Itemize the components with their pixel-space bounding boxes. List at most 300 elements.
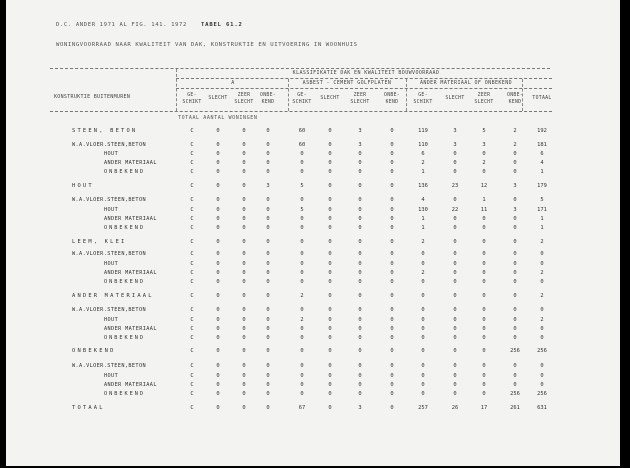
table-cell: 0	[300, 225, 304, 231]
table-cell: 1	[540, 216, 544, 222]
table-cell: 0	[242, 405, 246, 411]
table-cell: 0	[216, 382, 220, 388]
table-cell: 0	[216, 169, 220, 175]
table-cell: 0	[328, 307, 332, 313]
row-label: ONBEKEND	[104, 225, 145, 231]
row-label: HOUT	[104, 317, 119, 323]
table-cell: 0	[300, 160, 304, 166]
table-cell: 0	[358, 270, 362, 276]
column-header: GE- SCHIKT	[182, 93, 202, 105]
table-row	[6, 335, 620, 343]
table-cell: 0	[453, 382, 457, 388]
row-label: HOUT	[104, 207, 119, 213]
table-cell: 0	[482, 169, 486, 175]
table-cell: 0	[328, 326, 332, 332]
table-cell: C	[190, 293, 194, 299]
table-cell: 0	[358, 207, 362, 213]
table-cell: 0	[216, 373, 220, 379]
table-cell: 0	[242, 261, 246, 267]
table-cell: 0	[300, 151, 304, 157]
stub-header: KONSTRUKTIE BUITENMUREN	[54, 94, 131, 100]
table-cell: 0	[540, 373, 544, 379]
table-cell: 0	[540, 363, 544, 369]
table-cell: C	[190, 382, 194, 388]
table-cell: 181	[537, 142, 547, 148]
row-label: HOUT	[104, 151, 119, 157]
table-cell: 0	[390, 307, 394, 313]
table-cell: 3	[266, 183, 270, 189]
table-cell: 0	[216, 207, 220, 213]
table-cell: 0	[300, 391, 304, 397]
table-cell: 0	[266, 363, 270, 369]
table-subtitle: TOTAAL AANTAL WONINGEN	[178, 115, 258, 121]
table-cell: 0	[421, 307, 425, 313]
table-cell: 0	[390, 169, 394, 175]
table-cell: 2	[421, 239, 425, 245]
table-cell: 0	[390, 197, 394, 203]
table-cell: 130	[418, 207, 428, 213]
table-cell: C	[190, 183, 194, 189]
table-cell: 256	[537, 348, 547, 354]
column-header: SLECHT	[445, 96, 465, 101]
table-cell: 0	[540, 335, 544, 341]
row-label: ONBEKEND	[104, 335, 145, 341]
table-cell: 3	[482, 142, 486, 148]
table-cell: 0	[300, 348, 304, 354]
table-cell: 0	[216, 363, 220, 369]
table-cell: 0	[328, 373, 332, 379]
table-cell: C	[190, 348, 194, 354]
table-cell: C	[190, 207, 194, 213]
table-row	[6, 373, 620, 381]
table-cell: 0	[328, 270, 332, 276]
table-cell: 0	[540, 251, 544, 257]
table-cell: 0	[358, 197, 362, 203]
table-row	[6, 405, 620, 413]
row-label: ONBEKEND	[104, 391, 145, 397]
table-cell: 0	[482, 307, 486, 313]
group-caption-2: ASBEST - CEMENT GOLFPLATEN	[302, 80, 392, 86]
table-cell: 0	[358, 391, 362, 397]
table-cell: 0	[540, 279, 544, 285]
table-cell: C	[190, 169, 194, 175]
table-row	[6, 326, 620, 334]
table-cell: 0	[266, 293, 270, 299]
table-cell: 0	[216, 183, 220, 189]
table-cell: 0	[242, 183, 246, 189]
table-cell: 0	[421, 348, 425, 354]
table-cell: 0	[266, 169, 270, 175]
table-cell: 1	[540, 169, 544, 175]
table-cell: 0	[242, 128, 246, 134]
table-cell: 60	[298, 142, 306, 148]
table-cell: 0	[358, 307, 362, 313]
table-row	[6, 225, 620, 233]
table-row	[6, 363, 620, 371]
row-label: ANDER MATERIAAL	[72, 293, 154, 299]
table-cell: 0	[390, 391, 394, 397]
table-cell: 0	[390, 151, 394, 157]
table-cell: 0	[300, 326, 304, 332]
table-cell: 0	[242, 216, 246, 222]
table-cell: 2	[540, 293, 544, 299]
table-cell: 2	[540, 270, 544, 276]
table-cell: 2	[513, 142, 517, 148]
table-cell: 110	[418, 142, 428, 148]
table-cell: 0	[453, 169, 457, 175]
table-cell: 0	[390, 142, 394, 148]
table-cell: 0	[453, 348, 457, 354]
table-cell: 0	[453, 197, 457, 203]
table-cell: 0	[328, 183, 332, 189]
table-cell: 60	[298, 128, 306, 134]
table-cell: 3	[453, 128, 457, 134]
table-cell: 0	[390, 382, 394, 388]
table-cell: C	[190, 326, 194, 332]
table-cell: 3	[358, 405, 362, 411]
table-cell: 6	[540, 151, 544, 157]
table-cell: 0	[390, 335, 394, 341]
column-header: GE- SCHIKT	[292, 93, 312, 105]
column-header: ONBE- KEND	[384, 93, 400, 105]
table-cell: 0	[266, 348, 270, 354]
table-cell: 0	[216, 405, 220, 411]
table-cell: 0	[328, 216, 332, 222]
table-cell: 0	[216, 142, 220, 148]
table-cell: 256	[510, 348, 520, 354]
table-cell: 2	[513, 128, 517, 134]
table-cell: 0	[266, 151, 270, 157]
row-label: HOUT	[104, 373, 119, 379]
table-cell: 1	[540, 225, 544, 231]
table-cell: 0	[328, 142, 332, 148]
row-label: ANDER MATERIAAL	[104, 216, 157, 222]
table-cell: 0	[513, 169, 517, 175]
table-cell: 0	[216, 197, 220, 203]
table-cell: 0	[421, 293, 425, 299]
table-cell: 0	[482, 270, 486, 276]
table-cell: 0	[300, 197, 304, 203]
table-cell: 0	[216, 239, 220, 245]
table-cell: 0	[328, 279, 332, 285]
table-cell: 0	[300, 261, 304, 267]
table-cell: 1	[421, 225, 425, 231]
table-cell: 0	[358, 160, 362, 166]
table-cell: 0	[300, 307, 304, 313]
table-cell: 0	[540, 307, 544, 313]
column-header: ZEER SLECHT	[234, 93, 254, 105]
table-cell: 0	[390, 279, 394, 285]
table-cell: 17	[480, 405, 488, 411]
table-cell: 0	[453, 151, 457, 157]
table-cell: C	[190, 335, 194, 341]
table-row	[6, 183, 620, 191]
table-cell: C	[190, 216, 194, 222]
row-label: W.A.VLOER.STEEN,BETON	[72, 251, 146, 257]
table-row	[6, 216, 620, 224]
table-cell: 0	[453, 270, 457, 276]
table-cell: 0	[216, 391, 220, 397]
row-label: W.A.VLOER.STEEN,BETON	[72, 142, 146, 148]
table-cell: 0	[242, 326, 246, 332]
table-cell: 192	[537, 128, 547, 134]
table-cell: 5	[300, 207, 304, 213]
table-cell: 0	[358, 317, 362, 323]
table-cell: 0	[328, 382, 332, 388]
table-row	[6, 279, 620, 287]
column-header: ZEER SLECHT	[474, 93, 494, 105]
table-cell: 257	[418, 405, 428, 411]
row-label: ANDER MATERIAAL	[104, 382, 157, 388]
table-cell: 0	[242, 363, 246, 369]
table-cell: 0	[216, 293, 220, 299]
table-cell: C	[190, 197, 194, 203]
table-cell: 0	[216, 279, 220, 285]
table-cell: 1	[482, 197, 486, 203]
table-cell: 0	[453, 391, 457, 397]
table-cell: 0	[242, 239, 246, 245]
table-cell: 0	[300, 335, 304, 341]
table-cell: 0	[390, 225, 394, 231]
table-cell: 0	[482, 239, 486, 245]
table-cell: 0	[390, 128, 394, 134]
row-label: HOUT	[72, 183, 94, 189]
table-cell: 0	[390, 293, 394, 299]
table-cell: 0	[513, 160, 517, 166]
table-cell: 0	[453, 307, 457, 313]
table-cell: 261	[510, 405, 520, 411]
table-row	[6, 128, 620, 136]
table-cell: 0	[328, 197, 332, 203]
table-cell: 0	[421, 279, 425, 285]
table-cell: 0	[266, 216, 270, 222]
table-cell: 0	[300, 279, 304, 285]
table-row	[6, 293, 620, 301]
table-cell: 0	[482, 335, 486, 341]
table-cell: 0	[266, 326, 270, 332]
table-cell: 0	[266, 335, 270, 341]
table-cell: 2	[540, 239, 544, 245]
stub-divider	[176, 69, 177, 111]
table-cell: 0	[328, 348, 332, 354]
table-cell: 0	[513, 225, 517, 231]
table-cell: 67	[298, 405, 306, 411]
table-cell: C	[190, 270, 194, 276]
table-cell: 0	[513, 363, 517, 369]
table-cell: 0	[216, 251, 220, 257]
table-cell: 0	[266, 142, 270, 148]
table-cell: 0	[328, 335, 332, 341]
table-cell: 631	[537, 405, 547, 411]
table-cell: 23	[451, 183, 459, 189]
table-cell: C	[190, 239, 194, 245]
table-cell: 0	[482, 348, 486, 354]
table-cell: 0	[482, 317, 486, 323]
table-cell: 0	[242, 279, 246, 285]
table-cell: 0	[328, 225, 332, 231]
table-cell: 0	[390, 251, 394, 257]
table-cell: 0	[358, 373, 362, 379]
table-cell: 0	[513, 307, 517, 313]
row-label: LEEM, KLEI	[72, 239, 127, 245]
row-label: ANDER MATERIAAL	[104, 326, 157, 332]
row-label: W.A.VLOER.STEEN,BETON	[72, 197, 146, 203]
table-cell: 0	[390, 183, 394, 189]
table-row	[6, 317, 620, 325]
table-top-rule	[50, 68, 550, 69]
table-cell: 0	[453, 160, 457, 166]
table-cell: 0	[358, 183, 362, 189]
table-cell: 0	[242, 373, 246, 379]
table-cell: 0	[242, 160, 246, 166]
table-cell: 0	[390, 270, 394, 276]
table-cell: 0	[453, 225, 457, 231]
table-row	[6, 261, 620, 269]
table-cell: 0	[216, 151, 220, 157]
table-cell: 0	[300, 363, 304, 369]
table-cell: 0	[540, 261, 544, 267]
table-cell: 0	[421, 363, 425, 369]
table-cell: 0	[328, 151, 332, 157]
table-cell: C	[190, 151, 194, 157]
column-header: GE- SCHIKT	[413, 93, 433, 105]
table-cell: 0	[421, 373, 425, 379]
table-cell: 0	[266, 160, 270, 166]
table-row	[6, 391, 620, 399]
table-cell: 0	[328, 391, 332, 397]
table-row	[6, 169, 620, 177]
table-cell: 2	[540, 317, 544, 323]
table-cell: 0	[358, 261, 362, 267]
table-cell: 0	[513, 326, 517, 332]
table-cell: 0	[300, 382, 304, 388]
table-cell: 0	[216, 348, 220, 354]
table-cell: 0	[390, 239, 394, 245]
table-cell: 0	[453, 335, 457, 341]
table-cell: 0	[513, 239, 517, 245]
table-cell: 0	[266, 225, 270, 231]
table-cell: 0	[300, 216, 304, 222]
table-cell: 0	[421, 326, 425, 332]
table-cell: 0	[242, 225, 246, 231]
table-cell: 2	[482, 160, 486, 166]
table-cell: 0	[358, 239, 362, 245]
table-row	[6, 197, 620, 205]
table-cell: 0	[513, 293, 517, 299]
table-cell: 0	[453, 293, 457, 299]
table-cell: 0	[328, 293, 332, 299]
table-cell: 0	[421, 261, 425, 267]
table-cell: C	[190, 279, 194, 285]
column-header: ONBE- KEND	[260, 93, 276, 105]
table-cell: 0	[358, 348, 362, 354]
table-row	[6, 307, 620, 315]
table-cell: 0	[242, 293, 246, 299]
group-divider-2	[406, 79, 407, 111]
table-cell: 1	[421, 216, 425, 222]
table-cell: 0	[453, 326, 457, 332]
table-cell: 3	[513, 207, 517, 213]
table-cell: 0	[242, 317, 246, 323]
table-cell: 0	[482, 326, 486, 332]
table-cell: 0	[482, 225, 486, 231]
table-cell: 0	[266, 307, 270, 313]
table-cell: 0	[266, 239, 270, 245]
table-cell: C	[190, 363, 194, 369]
table-cell: C	[190, 225, 194, 231]
table-cell: 0	[266, 391, 270, 397]
table-cell: 0	[300, 373, 304, 379]
table-cell: 0	[328, 317, 332, 323]
table-cell: 0	[266, 405, 270, 411]
table-cell: 12	[480, 183, 488, 189]
table-cell: 0	[266, 279, 270, 285]
table-cell: 0	[513, 382, 517, 388]
table-cell: 0	[300, 239, 304, 245]
table-cell: 5	[300, 183, 304, 189]
table-cell: 26	[451, 405, 459, 411]
table-cell: 0	[216, 307, 220, 313]
table-cell: 0	[266, 270, 270, 276]
table-cell: 0	[242, 197, 246, 203]
table-cell: 0	[453, 317, 457, 323]
table-cell: 0	[482, 391, 486, 397]
table-cell: 0	[421, 391, 425, 397]
table-cell: 6	[421, 151, 425, 157]
table-cell: 0	[300, 270, 304, 276]
table-caption: KLASSIFIKATIE DAK EN KWALITEIT BOUWVOORRAAD	[292, 70, 440, 76]
table-cell: 0	[482, 293, 486, 299]
table-cell: 2	[300, 317, 304, 323]
table-cell: 4	[421, 197, 425, 203]
table-cell: 3	[513, 183, 517, 189]
table-cell: 0	[216, 160, 220, 166]
table-cell: 4	[540, 160, 544, 166]
table-cell: 0	[390, 216, 394, 222]
table-cell: 0	[358, 382, 362, 388]
row-label: ONBEKEND	[104, 169, 145, 175]
table-cell: 0	[358, 151, 362, 157]
table-cell: 0	[453, 279, 457, 285]
table-cell: 0	[390, 261, 394, 267]
header-line-2: WONINGVOORRAAD NAAR KWALITEIT VAN DAK, KONSTRUKTIE EN UITVOERING IN WOONHUIS	[56, 42, 358, 48]
table-cell: 0	[358, 326, 362, 332]
table-cell: 2	[300, 293, 304, 299]
table-cell: 119	[418, 128, 428, 134]
table-cell: 5	[482, 128, 486, 134]
table-cell: 0	[482, 279, 486, 285]
table-row	[6, 382, 620, 390]
table-cell: 0	[513, 279, 517, 285]
table-cell: 0	[453, 239, 457, 245]
table-cell: 0	[242, 348, 246, 354]
table-cell: 0	[453, 261, 457, 267]
row-label: ONBEKEND	[104, 279, 145, 285]
table-cell: 0	[266, 373, 270, 379]
table-cell: 0	[358, 335, 362, 341]
table-cell: 0	[358, 225, 362, 231]
table-cell: C	[190, 261, 194, 267]
table-cell: 0	[358, 169, 362, 175]
table-cell: 0	[540, 382, 544, 388]
table-cell: 179	[537, 183, 547, 189]
table-cell: 0	[513, 335, 517, 341]
column-header: ZEER SLECHT	[350, 93, 370, 105]
row-label: ANDER MATERIAAL	[104, 160, 157, 166]
table-cell: 0	[216, 270, 220, 276]
header-bottom-rule	[50, 111, 552, 112]
table-cell: 0	[482, 151, 486, 157]
